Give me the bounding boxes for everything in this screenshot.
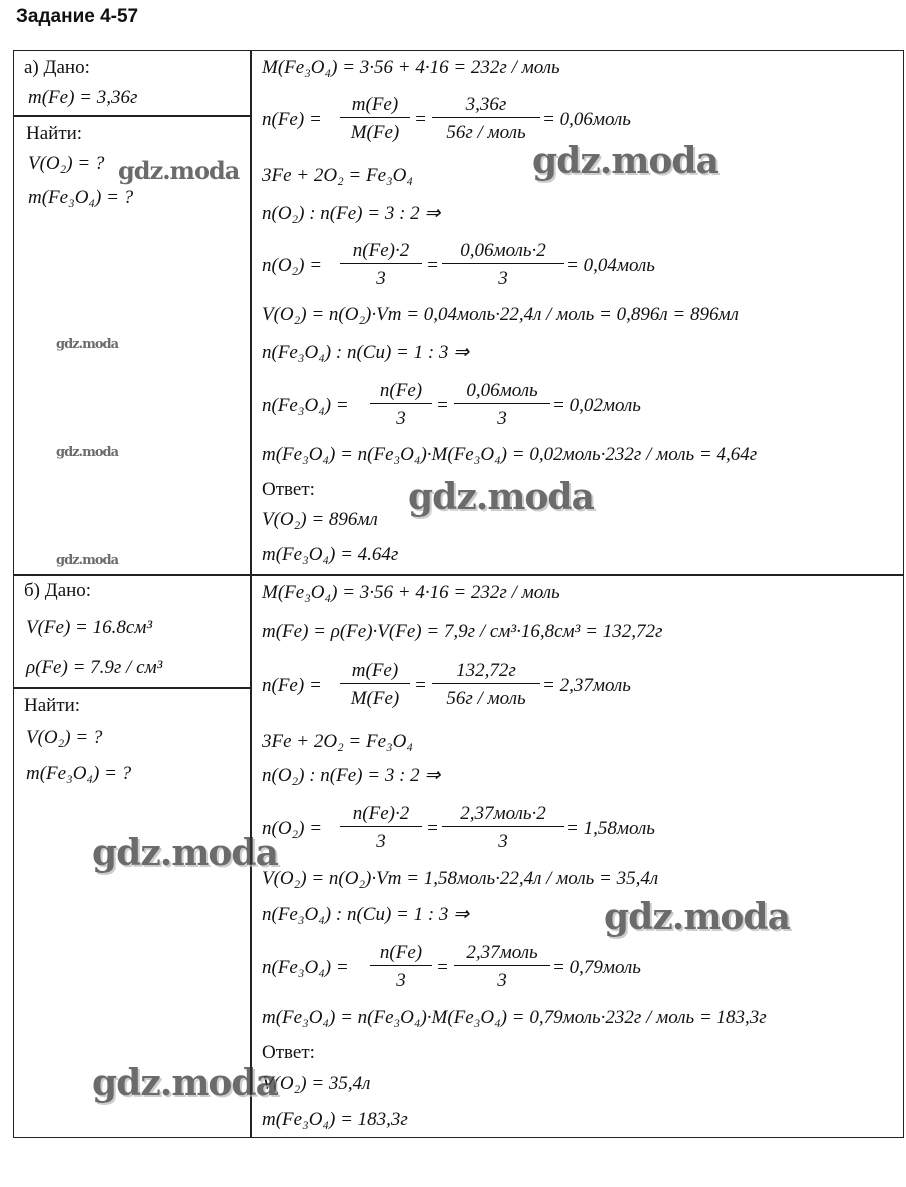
a-no2-result: = 0,04моль [566, 255, 655, 276]
find-a-mass: m(Fe₃O₄) = ? [28, 187, 134, 208]
find-b-volume: V(O₂) = ? [26, 727, 103, 748]
b-nfeo-lhs: n(Fe₃O₄) = [262, 957, 349, 978]
a-ratio-cu: n(Fe₃O₄) : n(Cu) = 1 : 3 ⇒ [262, 342, 470, 363]
a-answer-mass: m(Fe₃O₄) = 4.64г [262, 544, 399, 565]
watermark: gdz.moda [604, 896, 790, 938]
a-no2-frac2: 0,06моль·2 3 [442, 239, 564, 299]
a-molar-mass: M(Fe₃O₄) = 3·56 + 4·16 = 232г / моль [262, 57, 560, 78]
b-mass-fe: m(Fe) = ρ(Fe)·V(Fe) = 7,9г / см³·16,8см³ = 132,72г [262, 621, 663, 642]
page-title: Задание 4-57 [16, 6, 139, 27]
b-nfe-frac1: m(Fe) M(Fe) [340, 659, 410, 719]
a-answer-volume: V(O₂) = 896мл [262, 509, 378, 530]
b-no2-result: = 1,58моль [566, 818, 655, 839]
find-a-volume: V(O₂) = ? [28, 153, 105, 174]
b-ratio-o2: n(O₂) : n(Fe) = 3 : 2 ⇒ [262, 765, 441, 786]
a-nfe-frac2: 3,36г 56г / моль [432, 93, 540, 153]
given-label-a: а) Дано: [24, 57, 90, 78]
part-divider [13, 574, 904, 576]
watermark: gdz.moda [56, 445, 119, 460]
b-molar-mass: M(Fe₃O₄) = 3·56 + 4·16 = 232г / моль [262, 582, 560, 603]
given-b-volume: V(Fe) = 16.8см³ [26, 617, 153, 638]
given-label-b: б) Дано: [24, 580, 92, 601]
b-nfeo-frac1: n(Fe) 3 [370, 941, 432, 1001]
given-a-mass: m(Fe) = 3,36г [28, 87, 138, 108]
watermark: gdz.moda [92, 1062, 278, 1104]
b-nfeo-frac2: 2,37моль 3 [454, 941, 550, 1001]
find-b-mass: m(Fe₃O₄) = ? [26, 763, 132, 784]
b-mass-feo: m(Fe₃O₄) = n(Fe₃O₄)·M(Fe₃O₄) = 0,79моль·232г / моль = 183,3г [262, 1007, 767, 1028]
b-answer-volume: V(O₂) = 35,4л [262, 1073, 371, 1094]
a-nfeo-result: = 0,02моль [552, 395, 641, 416]
a-nfe-result: = 0,06моль [542, 109, 631, 130]
b-answer-mass: m(Fe₃O₄) = 183,3г [262, 1109, 408, 1130]
b-nfe-lhs: n(Fe) = [262, 675, 322, 696]
b-answer-label: Ответ: [262, 1042, 315, 1063]
find-label-b: Найти: [24, 695, 81, 716]
given-b-density: ρ(Fe) = 7.9г / см³ [26, 657, 163, 678]
watermark: gdz.moda [118, 156, 240, 185]
b-no2-lhs: n(O₂) = [262, 818, 323, 839]
watermark: gdz.moda [408, 476, 594, 518]
b-volume-o2: V(O₂) = n(O₂)·Vm = 1,58моль·22,4л / моль = 35,4л [262, 868, 659, 889]
a-nfe-lhs: n(Fe) = [262, 109, 322, 130]
column-divider [250, 50, 252, 1138]
given-find-divider-b [13, 687, 250, 689]
b-nfe-frac2: 132,72г 56г / моль [432, 659, 540, 719]
a-nfeo-frac2: 0,06моль 3 [454, 379, 550, 439]
watermark: gdz.moda [56, 337, 119, 352]
a-no2-frac1: n(Fe)·2 3 [340, 239, 422, 299]
b-no2-frac2: 2,37моль·2 3 [442, 802, 564, 862]
a-no2-lhs: n(O₂) = [262, 255, 323, 276]
a-nfeo-lhs: n(Fe₃O₄) = [262, 395, 349, 416]
a-nfe-frac1: m(Fe) M(Fe) [340, 93, 410, 153]
a-volume-o2: V(O₂) = n(O₂)·Vm = 0,04моль·22,4л / моль = 0,896л = 896мл [262, 304, 739, 325]
b-ratio-cu: n(Fe₃O₄) : n(Cu) = 1 : 3 ⇒ [262, 904, 470, 925]
b-nfeo-result: = 0,79моль [552, 957, 641, 978]
given-find-divider-a [13, 115, 250, 117]
watermark: gdz.moda [92, 832, 278, 874]
a-mass-feo: m(Fe₃O₄) = n(Fe₃O₄)·M(Fe₃O₄) = 0,02моль·232г / моль = 4,64г [262, 444, 758, 465]
watermark: gdz.moda [56, 553, 119, 568]
watermark: gdz.moda [532, 140, 718, 182]
b-nfe-result: = 2,37моль [542, 675, 631, 696]
a-nfeo-frac1: n(Fe) 3 [370, 379, 432, 439]
b-equation: 3Fe + 2O₂ = Fe₃O₄ [262, 731, 413, 752]
a-answer-label: Ответ: [262, 479, 315, 500]
a-ratio-o2: n(O₂) : n(Fe) = 3 : 2 ⇒ [262, 203, 441, 224]
find-label-a: Найти: [26, 123, 83, 144]
b-no2-frac1: n(Fe)·2 3 [340, 802, 422, 862]
a-equation: 3Fe + 2O₂ = Fe₃O₄ [262, 165, 413, 186]
